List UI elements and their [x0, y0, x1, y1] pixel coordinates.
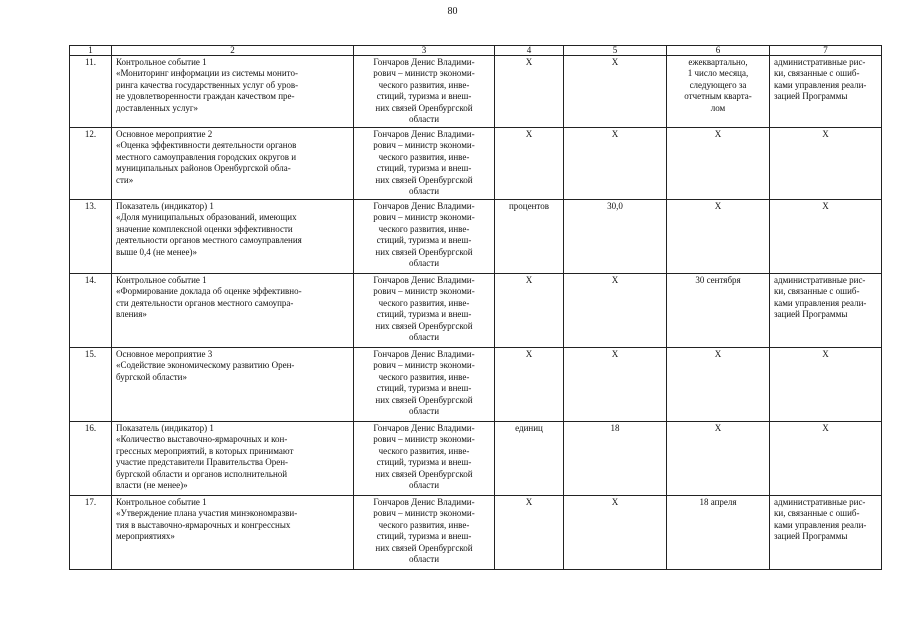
row-responsible-line: них связей Оренбургской [375, 542, 473, 553]
row-responsible-line: рович – министр экономи- [373, 434, 475, 445]
row-responsible-line: ческого развития, инве- [378, 79, 470, 90]
row-responsible-line: рович – министр экономи- [373, 286, 475, 297]
row-description-line: Основное мероприятие 3 [116, 349, 213, 359]
row-number: 15. [70, 348, 112, 422]
row-responsible-line: рович – министр экономи- [373, 140, 475, 151]
row-description-line: местного самоуправления городских округов и [116, 151, 297, 162]
row-description-line: выше 0,4 (не менее)» [116, 246, 198, 257]
row-description-line: «Формирование доклада об оценке эффективно- [116, 286, 302, 297]
row-description-line: деятельности органов местного самоуправления [116, 235, 302, 246]
row-deadline-line: Х [714, 201, 722, 211]
row-responsible-line: области [408, 258, 440, 269]
row-number: 12. [70, 128, 112, 200]
table-row [70, 496, 882, 570]
row-deadline [667, 348, 770, 422]
row-unit: Х [495, 274, 564, 348]
row-responsible-line: них связей Оренбургской [375, 102, 473, 113]
row-deadline-line: 30 сентября [695, 275, 741, 285]
row-responsible-line: них связей Оренбургской [375, 320, 473, 331]
row-risks-line: Х [822, 423, 829, 433]
row-risks [770, 496, 882, 570]
row-description-line: ринга качества государственных услуг об уров- [116, 79, 299, 90]
row-risks [770, 200, 882, 274]
row-description [112, 422, 354, 496]
row-responsible-line: стиций, туризма и внеш- [376, 383, 472, 394]
table-row [70, 422, 882, 496]
row-description-line: доставленных услуг» [116, 102, 199, 113]
row-risks [770, 56, 882, 128]
header-cell: 7 [770, 46, 882, 56]
row-description [112, 274, 354, 348]
row-responsible-line: стиций, туризма и внеш- [376, 235, 472, 246]
row-number: 13. [70, 200, 112, 274]
row-responsible-line: ческого развития, инве- [378, 519, 470, 530]
row-description-line: не удовлетворенности граждан качеством пре- [116, 91, 295, 102]
row-risks-line: административные рис- [774, 497, 866, 507]
row-responsible-line: рович – министр экономи- [373, 68, 475, 79]
row-risks-line: зацией Программы [774, 309, 848, 320]
row-responsible-line: ческого развития, инве- [378, 151, 470, 162]
row-deadline [667, 56, 770, 128]
row-number: 11. [70, 56, 112, 128]
header-cell: 1 [70, 46, 112, 56]
row-description-line: сти деятельности органов местного самоупра- [116, 297, 294, 308]
row-unit: Х [495, 496, 564, 570]
row-number: 14. [70, 274, 112, 348]
row-value: Х [564, 496, 667, 570]
row-unit: единиц [495, 422, 564, 496]
table-row [70, 200, 882, 274]
header-cell: 3 [354, 46, 495, 56]
row-responsible-line: области [408, 332, 440, 343]
row-risks-line: ками управления реали- [774, 297, 867, 308]
table-row [70, 274, 882, 348]
row-responsible-line: них связей Оренбургской [375, 174, 473, 185]
row-risks-line: ками управления реали- [774, 519, 867, 530]
header-cell: 2 [112, 46, 354, 56]
row-responsible-line: области [408, 480, 440, 491]
row-deadline-line: ежеквартально, [688, 57, 748, 67]
row-description-line: значение комплексной оценки эффективности [116, 223, 293, 234]
row-deadline [667, 200, 770, 274]
row-risks [770, 128, 882, 200]
row-description-line: грессных мероприятий, в которых принимают [116, 445, 294, 456]
row-responsible-line: Гончаров Денис Владими- [373, 497, 475, 507]
row-description-line: бургской области и органов исполнительной [116, 468, 288, 479]
table-row [70, 128, 882, 200]
row-description-line: участие представители Правительства Орен- [116, 457, 289, 468]
row-description [112, 496, 354, 570]
row-responsible [354, 274, 495, 348]
row-description [112, 348, 354, 422]
row-responsible-line: них связей Оренбургской [375, 246, 473, 257]
row-deadline [667, 274, 770, 348]
row-responsible-line: ческого развития, инве- [378, 371, 470, 382]
row-responsible-line: рович – министр экономи- [373, 360, 475, 371]
row-value: Х [564, 56, 667, 128]
header-cell: 5 [564, 46, 667, 56]
row-deadline-line: отчетным кварта- [684, 91, 752, 102]
row-responsible-line: Гончаров Денис Владими- [373, 275, 475, 285]
table-row [70, 348, 882, 422]
row-description-line: мероприятиях» [116, 531, 175, 542]
row-risks-line: Х [822, 349, 829, 359]
row-responsible-line: Гончаров Денис Владими- [373, 349, 475, 359]
row-unit: Х [495, 348, 564, 422]
row-risks [770, 422, 882, 496]
row-number: 17. [70, 496, 112, 570]
row-responsible-line: Гончаров Денис Владими- [373, 423, 475, 433]
row-responsible [354, 200, 495, 274]
row-value: 30,0 [564, 200, 667, 274]
row-responsible [354, 496, 495, 570]
row-responsible-line: области [408, 114, 440, 125]
row-deadline-line: 18 апреля [699, 497, 737, 507]
row-risks-line: ки, связанные с ошиб- [774, 68, 860, 79]
row-description-line: Основное мероприятие 2 [116, 129, 213, 139]
header-cell: 6 [667, 46, 770, 56]
row-description-line: «Мониторинг информации из системы монито- [116, 68, 298, 79]
row-risks-line: административные рис- [774, 57, 866, 67]
row-value: Х [564, 128, 667, 200]
row-description-line: Контрольное событие 1 [116, 497, 207, 507]
row-risks [770, 274, 882, 348]
row-unit: процентов [495, 200, 564, 274]
row-deadline-line: лом [710, 102, 726, 113]
row-responsible-line: стиций, туризма и внеш- [376, 309, 472, 320]
row-description-line: вления» [116, 309, 147, 320]
row-description-line: «Содействие экономическому развитию Орен- [116, 360, 295, 371]
header-cell: 4 [495, 46, 564, 56]
row-responsible [354, 348, 495, 422]
row-responsible-line: Гончаров Денис Владими- [373, 57, 475, 67]
row-responsible [354, 128, 495, 200]
row-responsible-line: стиций, туризма и внеш- [376, 531, 472, 542]
row-deadline [667, 128, 770, 200]
row-responsible [354, 422, 495, 496]
row-unit: Х [495, 56, 564, 128]
row-responsible-line: Гончаров Денис Владими- [373, 201, 475, 211]
row-description-line: Показатель (индикатор) 1 [116, 423, 214, 433]
row-description-line: «Оценка эффективности деятельности органов [116, 140, 297, 151]
row-deadline-line: Х [714, 129, 722, 139]
row-responsible-line: области [408, 554, 440, 565]
row-deadline [667, 422, 770, 496]
row-risks [770, 348, 882, 422]
row-risks-line: Х [822, 201, 829, 211]
row-deadline-line: 1 число месяца, [687, 68, 749, 79]
row-description-line: Показатель (индикатор) 1 [116, 201, 214, 211]
row-description-line: муниципальных районов Оренбургской обла- [116, 163, 291, 174]
row-description [112, 128, 354, 200]
row-risks-line: зацией Программы [774, 531, 848, 542]
row-value: 18 [564, 422, 667, 496]
row-description-line: «Утверждение плана участия минэкономразви- [116, 508, 298, 519]
row-description-line: «Количество выставочно-ярмарочных и кон- [116, 434, 288, 445]
row-risks-line: административные рис- [774, 275, 866, 285]
row-responsible-line: стиций, туризма и внеш- [376, 91, 472, 102]
row-deadline-line: Х [714, 349, 722, 359]
row-description-line: «Доля муниципальных образований, имеющих [116, 212, 297, 223]
row-responsible-line: них связей Оренбургской [375, 394, 473, 405]
row-responsible-line: рович – министр экономи- [373, 508, 475, 519]
row-deadline-line: Х [714, 423, 722, 433]
row-responsible-line: рович – министр экономи- [373, 212, 475, 223]
table-row [70, 56, 882, 128]
row-value: Х [564, 274, 667, 348]
row-risks-line: Х [822, 129, 829, 139]
row-responsible-line: области [408, 406, 440, 417]
row-description-line: власти (не менее)» [116, 480, 188, 491]
row-responsible-line: них связей Оренбургской [375, 468, 473, 479]
row-description-line: Контрольное событие 1 [116, 275, 207, 285]
row-description-line: бургской области» [116, 371, 187, 382]
row-deadline [667, 496, 770, 570]
row-number: 16. [70, 422, 112, 496]
row-description-line: Контрольное событие 1 [116, 57, 207, 67]
row-responsible [354, 56, 495, 128]
row-value: Х [564, 348, 667, 422]
program-table [69, 45, 882, 570]
row-risks-line: ки, связанные с ошиб- [774, 508, 860, 519]
row-risks-line: ки, связанные с ошиб- [774, 286, 860, 297]
row-description [112, 56, 354, 128]
row-responsible-line: стиций, туризма и внеш- [376, 457, 472, 468]
row-unit: Х [495, 128, 564, 200]
row-responsible-line: области [408, 186, 440, 197]
page-number: 80 [447, 6, 458, 17]
row-responsible-line: Гончаров Денис Владими- [373, 129, 475, 139]
row-responsible-line: ческого развития, инве- [378, 223, 470, 234]
row-responsible-line: ческого развития, инве- [378, 445, 470, 456]
row-description [112, 200, 354, 274]
row-description-line: сти» [116, 174, 134, 185]
row-risks-line: зацией Программы [774, 91, 848, 102]
row-responsible-line: стиций, туризма и внеш- [376, 163, 472, 174]
row-responsible-line: ческого развития, инве- [378, 297, 470, 308]
row-deadline-line: следующего за [689, 79, 747, 90]
header-row [70, 46, 882, 56]
row-description-line: тия в выставочно-ярмарочных и конгрессных [116, 519, 291, 530]
row-risks-line: ками управления реали- [774, 79, 867, 90]
